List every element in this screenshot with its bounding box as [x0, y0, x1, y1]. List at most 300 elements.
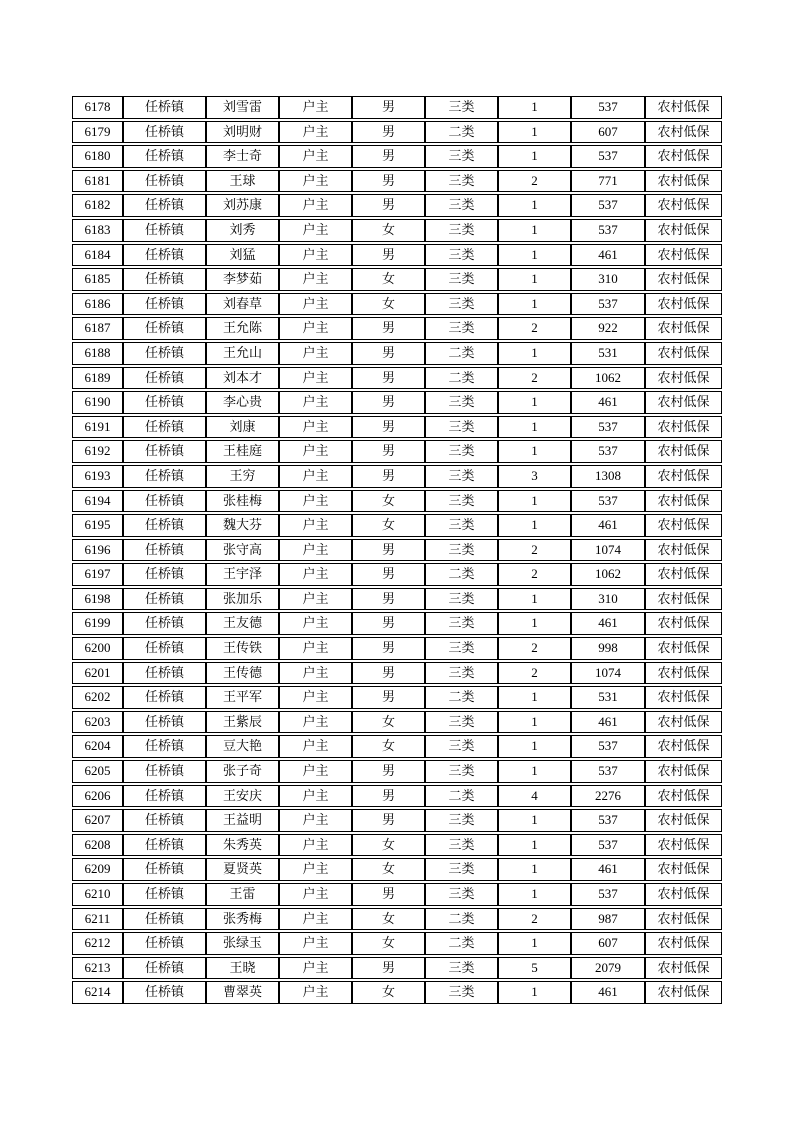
cell-amount: 1308 — [571, 465, 645, 488]
cell-name: 王宇泽 — [206, 563, 279, 586]
cell-town: 任桥镇 — [123, 711, 206, 734]
cell-relation: 户主 — [279, 490, 352, 513]
cell-relation: 户主 — [279, 416, 352, 439]
cell-welfare-type: 农村低保 — [645, 760, 722, 783]
cell-name: 李士奇 — [206, 145, 279, 168]
cell-welfare-type: 农村低保 — [645, 612, 722, 635]
table-row — [72, 981, 722, 1004]
cell-household-count: 1 — [498, 883, 571, 906]
cell-household-count: 1 — [498, 932, 571, 955]
cell-household-count: 5 — [498, 957, 571, 980]
cell-relation: 户主 — [279, 686, 352, 709]
cell-amount: 2079 — [571, 957, 645, 980]
cell-household-count: 1 — [498, 514, 571, 537]
cell-household-count: 4 — [498, 785, 571, 808]
cell-town: 任桥镇 — [123, 932, 206, 955]
cell-town: 任桥镇 — [123, 686, 206, 709]
cell-name: 李心贵 — [206, 391, 279, 414]
cell-amount: 310 — [571, 588, 645, 611]
cell-name: 王益明 — [206, 809, 279, 832]
cell-gender: 女 — [352, 490, 425, 513]
table-row — [72, 785, 722, 808]
cell-category: 三类 — [425, 490, 498, 513]
cell-relation: 户主 — [279, 883, 352, 906]
table-row — [72, 932, 722, 955]
table-row — [72, 563, 722, 586]
cell-town: 任桥镇 — [123, 760, 206, 783]
cell-name: 夏贤英 — [206, 858, 279, 881]
cell-name: 曹翠英 — [206, 981, 279, 1004]
cell-gender: 女 — [352, 293, 425, 316]
cell-household-count: 2 — [498, 367, 571, 390]
cell-category: 三类 — [425, 760, 498, 783]
cell-welfare-type: 农村低保 — [645, 416, 722, 439]
cell-name: 王晓 — [206, 957, 279, 980]
cell-amount: 998 — [571, 637, 645, 660]
cell-welfare-type: 农村低保 — [645, 834, 722, 857]
table-row — [72, 588, 722, 611]
cell-gender: 男 — [352, 637, 425, 660]
cell-welfare-type: 农村低保 — [645, 809, 722, 832]
cell-serial-number: 6181 — [72, 170, 123, 193]
cell-welfare-type: 农村低保 — [645, 293, 722, 316]
cell-amount: 537 — [571, 760, 645, 783]
cell-relation: 户主 — [279, 367, 352, 390]
cell-relation: 户主 — [279, 957, 352, 980]
cell-relation: 户主 — [279, 194, 352, 217]
table-row — [72, 219, 722, 242]
table-row — [72, 711, 722, 734]
cell-amount: 531 — [571, 686, 645, 709]
cell-category: 三类 — [425, 809, 498, 832]
cell-serial-number: 6197 — [72, 563, 123, 586]
cell-amount: 771 — [571, 170, 645, 193]
cell-category: 二类 — [425, 908, 498, 931]
cell-name: 魏大芬 — [206, 514, 279, 537]
cell-town: 任桥镇 — [123, 883, 206, 906]
table-row — [72, 662, 722, 685]
cell-welfare-type: 农村低保 — [645, 342, 722, 365]
table-row — [72, 244, 722, 267]
cell-gender: 女 — [352, 834, 425, 857]
cell-amount: 1062 — [571, 367, 645, 390]
cell-relation: 户主 — [279, 735, 352, 758]
cell-category: 三类 — [425, 440, 498, 463]
cell-town: 任桥镇 — [123, 490, 206, 513]
cell-town: 任桥镇 — [123, 735, 206, 758]
cell-serial-number: 6184 — [72, 244, 123, 267]
cell-welfare-type: 农村低保 — [645, 170, 722, 193]
cell-serial-number: 6183 — [72, 219, 123, 242]
cell-amount: 537 — [571, 735, 645, 758]
cell-town: 任桥镇 — [123, 514, 206, 537]
cell-name: 刘春草 — [206, 293, 279, 316]
cell-welfare-type: 农村低保 — [645, 317, 722, 340]
cell-category: 三类 — [425, 883, 498, 906]
cell-amount: 537 — [571, 416, 645, 439]
cell-welfare-type: 农村低保 — [645, 96, 722, 119]
cell-household-count: 1 — [498, 244, 571, 267]
cell-amount: 461 — [571, 711, 645, 734]
cell-welfare-type: 农村低保 — [645, 981, 722, 1004]
table-row — [72, 317, 722, 340]
cell-relation: 户主 — [279, 662, 352, 685]
cell-gender: 女 — [352, 908, 425, 931]
cell-household-count: 1 — [498, 612, 571, 635]
cell-amount: 537 — [571, 96, 645, 119]
cell-serial-number: 6209 — [72, 858, 123, 881]
cell-gender: 女 — [352, 858, 425, 881]
cell-household-count: 2 — [498, 563, 571, 586]
cell-town: 任桥镇 — [123, 293, 206, 316]
cell-name: 张子奇 — [206, 760, 279, 783]
table-row — [72, 416, 722, 439]
cell-household-count: 2 — [498, 317, 571, 340]
cell-household-count: 1 — [498, 391, 571, 414]
cell-town: 任桥镇 — [123, 465, 206, 488]
cell-gender: 男 — [352, 194, 425, 217]
table-row — [72, 612, 722, 635]
cell-serial-number: 6178 — [72, 96, 123, 119]
cell-gender: 男 — [352, 785, 425, 808]
cell-amount: 537 — [571, 145, 645, 168]
cell-name: 张绿玉 — [206, 932, 279, 955]
cell-relation: 户主 — [279, 834, 352, 857]
cell-serial-number: 6187 — [72, 317, 123, 340]
cell-category: 二类 — [425, 563, 498, 586]
cell-name: 王穷 — [206, 465, 279, 488]
cell-amount: 461 — [571, 858, 645, 881]
cell-household-count: 1 — [498, 981, 571, 1004]
table-row — [72, 440, 722, 463]
cell-serial-number: 6198 — [72, 588, 123, 611]
cell-name: 朱秀英 — [206, 834, 279, 857]
cell-name: 刘猛 — [206, 244, 279, 267]
cell-category: 二类 — [425, 121, 498, 144]
cell-relation: 户主 — [279, 637, 352, 660]
cell-category: 三类 — [425, 145, 498, 168]
cell-category: 三类 — [425, 981, 498, 1004]
table-row — [72, 170, 722, 193]
cell-town: 任桥镇 — [123, 244, 206, 267]
cell-name: 刘雪雷 — [206, 96, 279, 119]
cell-town: 任桥镇 — [123, 121, 206, 144]
cell-town: 任桥镇 — [123, 785, 206, 808]
cell-amount: 461 — [571, 391, 645, 414]
cell-name: 刘秀 — [206, 219, 279, 242]
cell-gender: 男 — [352, 170, 425, 193]
table-row — [72, 760, 722, 783]
cell-town: 任桥镇 — [123, 563, 206, 586]
cell-household-count: 1 — [498, 268, 571, 291]
cell-household-count: 1 — [498, 440, 571, 463]
table-row — [72, 342, 722, 365]
cell-relation: 户主 — [279, 981, 352, 1004]
table-row — [72, 735, 722, 758]
cell-welfare-type: 农村低保 — [645, 490, 722, 513]
cell-household-count: 1 — [498, 490, 571, 513]
cell-household-count: 3 — [498, 465, 571, 488]
cell-town: 任桥镇 — [123, 145, 206, 168]
cell-gender: 女 — [352, 711, 425, 734]
cell-relation: 户主 — [279, 145, 352, 168]
cell-gender: 男 — [352, 809, 425, 832]
cell-name: 王平军 — [206, 686, 279, 709]
cell-town: 任桥镇 — [123, 637, 206, 660]
cell-name: 王球 — [206, 170, 279, 193]
cell-relation: 户主 — [279, 465, 352, 488]
cell-serial-number: 6191 — [72, 416, 123, 439]
cell-serial-number: 6185 — [72, 268, 123, 291]
cell-serial-number: 6206 — [72, 785, 123, 808]
cell-welfare-type: 农村低保 — [645, 858, 722, 881]
cell-category: 二类 — [425, 785, 498, 808]
cell-relation: 户主 — [279, 170, 352, 193]
cell-serial-number: 6205 — [72, 760, 123, 783]
table-body — [72, 96, 722, 1004]
cell-relation: 户主 — [279, 858, 352, 881]
cell-serial-number: 6208 — [72, 834, 123, 857]
cell-name: 王友德 — [206, 612, 279, 635]
cell-welfare-type: 农村低保 — [645, 244, 722, 267]
cell-relation: 户主 — [279, 268, 352, 291]
table-row — [72, 268, 722, 291]
cell-relation: 户主 — [279, 932, 352, 955]
cell-welfare-type: 农村低保 — [645, 785, 722, 808]
cell-gender: 男 — [352, 244, 425, 267]
cell-household-count: 1 — [498, 194, 571, 217]
cell-relation: 户主 — [279, 760, 352, 783]
cell-serial-number: 6193 — [72, 465, 123, 488]
cell-household-count: 1 — [498, 809, 571, 832]
table-row — [72, 957, 722, 980]
cell-name: 王雷 — [206, 883, 279, 906]
cell-welfare-type: 农村低保 — [645, 514, 722, 537]
cell-relation: 户主 — [279, 96, 352, 119]
cell-town: 任桥镇 — [123, 317, 206, 340]
cell-gender: 男 — [352, 145, 425, 168]
cell-relation: 户主 — [279, 785, 352, 808]
cell-relation: 户主 — [279, 539, 352, 562]
table-row — [72, 465, 722, 488]
cell-welfare-type: 农村低保 — [645, 932, 722, 955]
cell-household-count: 1 — [498, 760, 571, 783]
cell-category: 三类 — [425, 194, 498, 217]
cell-town: 任桥镇 — [123, 809, 206, 832]
cell-relation: 户主 — [279, 121, 352, 144]
table-row — [72, 121, 722, 144]
cell-relation: 户主 — [279, 244, 352, 267]
cell-category: 三类 — [425, 612, 498, 635]
cell-welfare-type: 农村低保 — [645, 219, 722, 242]
cell-gender: 男 — [352, 883, 425, 906]
cell-town: 任桥镇 — [123, 539, 206, 562]
cell-household-count: 2 — [498, 662, 571, 685]
cell-serial-number: 6195 — [72, 514, 123, 537]
table-row — [72, 367, 722, 390]
cell-household-count: 2 — [498, 908, 571, 931]
cell-serial-number: 6196 — [72, 539, 123, 562]
cell-category: 三类 — [425, 637, 498, 660]
cell-household-count: 1 — [498, 293, 571, 316]
cell-relation: 户主 — [279, 908, 352, 931]
cell-serial-number: 6201 — [72, 662, 123, 685]
cell-household-count: 1 — [498, 735, 571, 758]
cell-gender: 男 — [352, 317, 425, 340]
cell-town: 任桥镇 — [123, 391, 206, 414]
table-row — [72, 686, 722, 709]
cell-serial-number: 6182 — [72, 194, 123, 217]
cell-welfare-type: 农村低保 — [645, 711, 722, 734]
cell-amount: 461 — [571, 612, 645, 635]
cell-town: 任桥镇 — [123, 908, 206, 931]
cell-gender: 女 — [352, 514, 425, 537]
cell-gender: 女 — [352, 219, 425, 242]
cell-welfare-type: 农村低保 — [645, 367, 722, 390]
cell-welfare-type: 农村低保 — [645, 735, 722, 758]
cell-household-count: 1 — [498, 834, 571, 857]
cell-serial-number: 6179 — [72, 121, 123, 144]
cell-serial-number: 6202 — [72, 686, 123, 709]
cell-welfare-type: 农村低保 — [645, 908, 722, 931]
cell-name: 王紫辰 — [206, 711, 279, 734]
cell-welfare-type: 农村低保 — [645, 145, 722, 168]
cell-welfare-type: 农村低保 — [645, 391, 722, 414]
cell-relation: 户主 — [279, 711, 352, 734]
cell-gender: 男 — [352, 416, 425, 439]
cell-household-count: 2 — [498, 637, 571, 660]
cell-town: 任桥镇 — [123, 96, 206, 119]
table-row — [72, 858, 722, 881]
table-row — [72, 834, 722, 857]
cell-household-count: 2 — [498, 170, 571, 193]
cell-town: 任桥镇 — [123, 588, 206, 611]
cell-serial-number: 6210 — [72, 883, 123, 906]
cell-serial-number: 6200 — [72, 637, 123, 660]
cell-relation: 户主 — [279, 219, 352, 242]
cell-welfare-type: 农村低保 — [645, 563, 722, 586]
cell-serial-number: 6214 — [72, 981, 123, 1004]
cell-town: 任桥镇 — [123, 957, 206, 980]
cell-gender: 女 — [352, 268, 425, 291]
cell-category: 三类 — [425, 170, 498, 193]
cell-serial-number: 6211 — [72, 908, 123, 931]
cell-serial-number: 6203 — [72, 711, 123, 734]
cell-category: 三类 — [425, 539, 498, 562]
cell-relation: 户主 — [279, 514, 352, 537]
cell-town: 任桥镇 — [123, 342, 206, 365]
table-row — [72, 293, 722, 316]
cell-serial-number: 6180 — [72, 145, 123, 168]
cell-amount: 537 — [571, 293, 645, 316]
cell-category: 三类 — [425, 219, 498, 242]
cell-serial-number: 6194 — [72, 490, 123, 513]
cell-serial-number: 6190 — [72, 391, 123, 414]
cell-gender: 男 — [352, 391, 425, 414]
cell-name: 刘本才 — [206, 367, 279, 390]
cell-name: 王允陈 — [206, 317, 279, 340]
cell-amount: 537 — [571, 440, 645, 463]
cell-name: 王允山 — [206, 342, 279, 365]
cell-category: 三类 — [425, 711, 498, 734]
cell-town: 任桥镇 — [123, 367, 206, 390]
cell-category: 三类 — [425, 662, 498, 685]
cell-relation: 户主 — [279, 440, 352, 463]
cell-relation: 户主 — [279, 317, 352, 340]
cell-town: 任桥镇 — [123, 194, 206, 217]
cell-serial-number: 6212 — [72, 932, 123, 955]
cell-amount: 1074 — [571, 662, 645, 685]
cell-welfare-type: 农村低保 — [645, 440, 722, 463]
table-row — [72, 490, 722, 513]
cell-amount: 537 — [571, 834, 645, 857]
cell-gender: 女 — [352, 735, 425, 758]
welfare-roster-table — [72, 94, 722, 1006]
table-row — [72, 514, 722, 537]
table-row — [72, 145, 722, 168]
cell-welfare-type: 农村低保 — [645, 662, 722, 685]
cell-name: 刘明财 — [206, 121, 279, 144]
cell-gender: 男 — [352, 96, 425, 119]
cell-welfare-type: 农村低保 — [645, 686, 722, 709]
cell-category: 三类 — [425, 416, 498, 439]
cell-name: 李梦茹 — [206, 268, 279, 291]
cell-gender: 男 — [352, 563, 425, 586]
cell-amount: 607 — [571, 121, 645, 144]
cell-gender: 男 — [352, 465, 425, 488]
cell-relation: 户主 — [279, 809, 352, 832]
cell-household-count: 2 — [498, 539, 571, 562]
cell-gender: 男 — [352, 440, 425, 463]
cell-gender: 男 — [352, 760, 425, 783]
cell-category: 三类 — [425, 957, 498, 980]
cell-gender: 男 — [352, 121, 425, 144]
cell-amount: 922 — [571, 317, 645, 340]
cell-category: 二类 — [425, 932, 498, 955]
cell-name: 王传德 — [206, 662, 279, 685]
table-row — [72, 908, 722, 931]
cell-amount: 537 — [571, 490, 645, 513]
cell-amount: 1074 — [571, 539, 645, 562]
cell-welfare-type: 农村低保 — [645, 121, 722, 144]
cell-serial-number: 6207 — [72, 809, 123, 832]
cell-name: 张守高 — [206, 539, 279, 562]
cell-serial-number: 6204 — [72, 735, 123, 758]
cell-category: 二类 — [425, 342, 498, 365]
cell-category: 三类 — [425, 244, 498, 267]
cell-town: 任桥镇 — [123, 219, 206, 242]
table-row — [72, 809, 722, 832]
cell-household-count: 1 — [498, 96, 571, 119]
cell-serial-number: 6186 — [72, 293, 123, 316]
cell-relation: 户主 — [279, 342, 352, 365]
cell-household-count: 1 — [498, 711, 571, 734]
cell-gender: 男 — [352, 612, 425, 635]
cell-relation: 户主 — [279, 588, 352, 611]
cell-relation: 户主 — [279, 612, 352, 635]
table-row — [72, 883, 722, 906]
cell-relation: 户主 — [279, 563, 352, 586]
cell-category: 三类 — [425, 317, 498, 340]
cell-name: 豆大艳 — [206, 735, 279, 758]
cell-category: 三类 — [425, 391, 498, 414]
cell-serial-number: 6188 — [72, 342, 123, 365]
cell-gender: 男 — [352, 342, 425, 365]
cell-gender: 女 — [352, 932, 425, 955]
cell-amount: 531 — [571, 342, 645, 365]
cell-amount: 461 — [571, 244, 645, 267]
cell-relation: 户主 — [279, 293, 352, 316]
